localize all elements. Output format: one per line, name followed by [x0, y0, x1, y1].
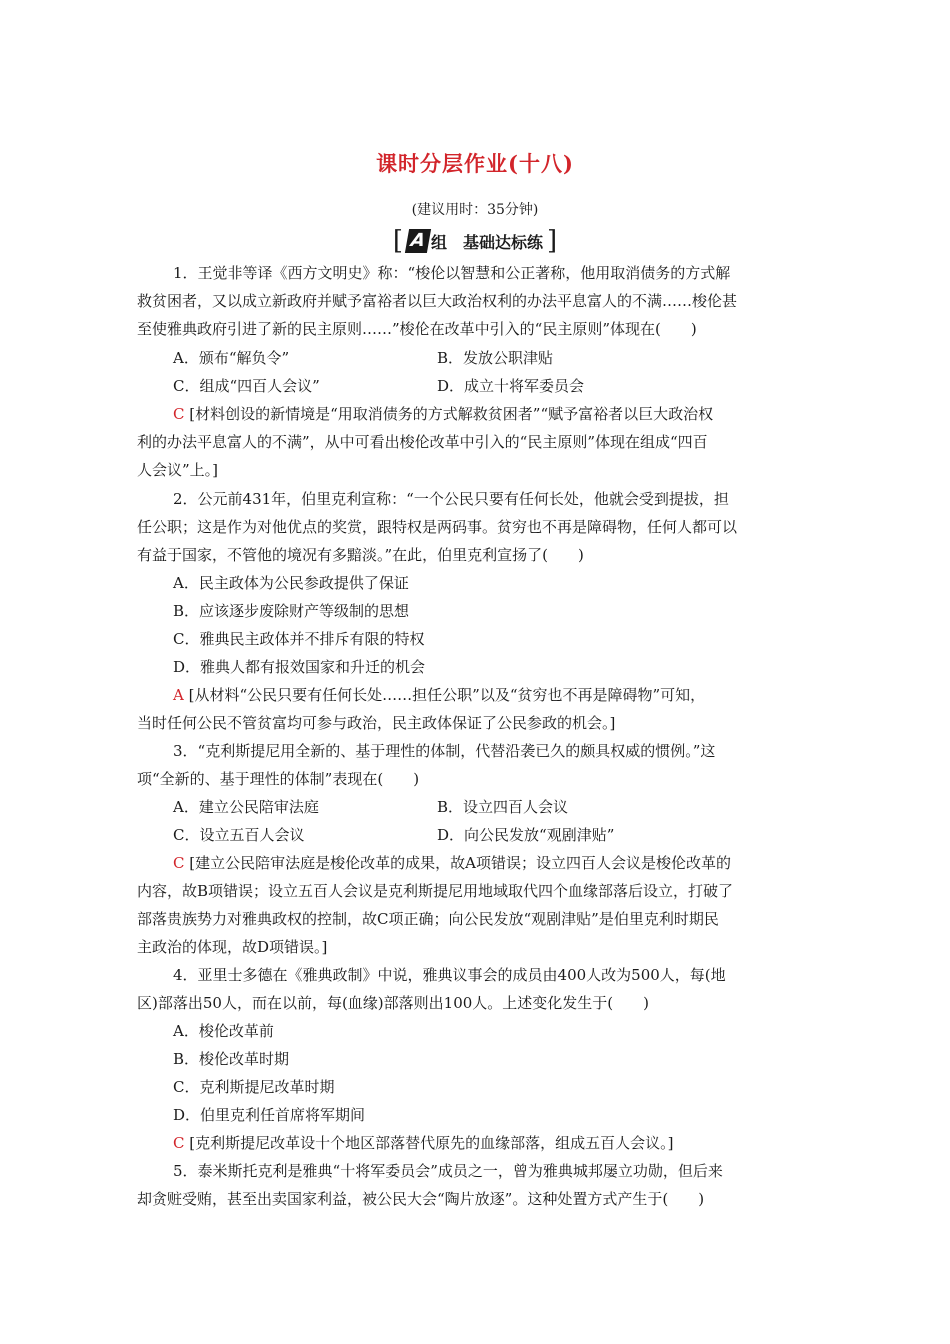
q5-line-1: 5．泰米斯托克利是雅典“十将军委员会”成员之一，曾为雅典城邦屡立功勋，但后来 — [173, 1162, 723, 1180]
q2-option-b: B．应该逐步废除财产等级制的思想 — [173, 602, 410, 620]
q1-option-d: D．成立十将军委员会 — [437, 377, 585, 395]
q1-explanation-text: [材料创设的新情境是“用取消债务的方式解救贫困者”“赋予富裕者以巨大政治权 — [189, 405, 714, 423]
group-label: 组 — [430, 232, 447, 252]
q1-line-2: 救贫困者，又以成立新政府并赋予富裕者以巨大政治权利的办法平息富人的不满……梭伦甚 — [137, 292, 738, 310]
q3-close-paren: ) — [413, 770, 420, 788]
q3-stem-end: 项“全新的、基于理性的体制”表现在( — [137, 770, 384, 788]
q2-answer: A — [173, 686, 184, 704]
q1-explanation-line-2: 利的办法平息富人的不满”，从中可看出梭伦改革中引入的“民主原则”体现在组成“四百 — [137, 433, 708, 451]
q4-line-2 — [137, 993, 649, 1013]
right-bracket: ] — [547, 226, 558, 256]
page-title: 课时分层作业(十八) — [376, 151, 574, 176]
q3-line-2 — [137, 769, 419, 789]
q3-option-b: B．设立四百人会议 — [437, 798, 569, 816]
q2-line-3 — [137, 545, 584, 565]
q4-option-b: B．梭伦改革时期 — [173, 1050, 290, 1068]
q2-explanation-line-1 — [173, 685, 705, 705]
q5-line-2 — [137, 1189, 704, 1209]
q3-option-a: A．建立公民陪审法庭 — [173, 798, 319, 816]
q3-explanation-line-4: 主政治的体现，故D项错误。] — [137, 938, 328, 956]
q2-option-d: D．雅典人都有报效国家和升迁的机会 — [173, 658, 426, 676]
q2-option-a: A．民主政体为公民参政提供了保证 — [173, 574, 409, 592]
q1-answer: C — [173, 405, 185, 423]
q3-explanation-text: [建立公民陪审法庭是梭伦改革的成果，故A项错误；设立四百人会议是梭伦改革的 — [189, 854, 731, 872]
q1-close-paren: ) — [690, 320, 697, 338]
q3-explanation-line-3: 部落贵族势力对雅典政权的控制，故C项正确；向公民发放“观剧津贴”是伯里克利时期民 — [137, 910, 719, 928]
q5-stem-end: 却贪赃受贿，甚至出卖国家利益，被公民大会“陶片放逐”。这种处置方式产生于( — [137, 1190, 669, 1208]
q2-line-1: 2．公元前431年，伯里克利宣称：“一个公民只要有任何长处，他就会受到提拔，担 — [173, 490, 729, 508]
q1-option-a: A．颁布“解负令” — [173, 349, 290, 367]
section-name: 基础达标练 — [463, 232, 544, 252]
q4-explanation-line-1 — [173, 1133, 673, 1153]
q4-option-c: C．克利斯提尼改革时期 — [173, 1078, 335, 1096]
q2-explanation-line-2: 当时任何公民不管贫富均可参与政治，民主政体保证了公民参政的机会。] — [137, 714, 616, 732]
q1-option-c: C．组成“四百人会议” — [173, 377, 320, 395]
q3-option-d: D．向公民发放“观剧津贴” — [437, 826, 615, 844]
group-badge — [407, 229, 463, 253]
q3-answer: C — [173, 854, 185, 872]
q3-explanation-line-1 — [173, 853, 731, 873]
q4-stem-end: 区)部落出50人，而在以前，每(血缘)部落则出100人。上述变化发生于( — [137, 994, 614, 1012]
q5-close-paren: ) — [698, 1190, 705, 1208]
q3-line-1: 3．“克利斯提尼用全新的、基于理性的体制，代替沿袭已久的颇具权威的惯例。”这 — [173, 742, 716, 760]
q1-stem-end: 至使雅典政府引进了新的民主原则……”梭伦在改革中引入的“民主原则”体现在( — [137, 320, 661, 338]
q4-answer: C — [173, 1134, 185, 1152]
q4-option-a: A．梭伦改革前 — [173, 1022, 274, 1040]
q4-explanation-text: [克利斯提尼改革设十个地区部落替代原先的血缘部落，组成五百人会议。] — [189, 1134, 674, 1152]
q1-option-b: B．发放公职津贴 — [437, 349, 554, 367]
q4-close-paren: ) — [643, 994, 649, 1012]
group-letter-icon: A — [405, 229, 431, 253]
q1-line-3 — [137, 319, 697, 339]
q3-explanation-line-2: 内容，故B项错误；设立五百人会议是克利斯提尼用地域取代四个血缘部落后设立，打破了 — [137, 882, 734, 900]
q2-stem-end: 有益于国家，不管他的境况有多黯淡。”在此，伯里克利宣扬了( — [137, 546, 549, 564]
q3-option-c: C．设立五百人会议 — [173, 826, 305, 844]
section-header — [0, 226, 950, 256]
left-bracket: [ — [392, 226, 403, 256]
q2-close-paren: ) — [578, 546, 584, 564]
q4-option-d: D．伯里克利任首席将军期间 — [173, 1106, 366, 1124]
q2-explanation-text: [从材料“公民只要有任何长处……担任公职”以及“贫穷也不再是障碍物”可知， — [188, 686, 706, 704]
suggested-time: (建议用时：35分钟) — [411, 202, 539, 218]
q1-line-1: 1．王觉非等译《西方文明史》称：“梭伦以智慧和公正著称，他用取消债务的方式解 — [173, 264, 731, 282]
q1-explanation-line-3: 人会议”上。] — [137, 461, 219, 479]
q1-explanation-line-1 — [173, 404, 713, 424]
q2-option-c: C．雅典民主政体并不排斥有限的特权 — [173, 630, 425, 648]
q2-line-2: 任公职；这是作为对他优点的奖赏，跟特权是两码事。贫穷也不再是障碍物，任何人都可以 — [137, 518, 738, 536]
q4-line-1: 4．亚里士多德在《雅典政制》中说，雅典议事会的成员由400人改为500人，每(地 — [173, 966, 726, 984]
